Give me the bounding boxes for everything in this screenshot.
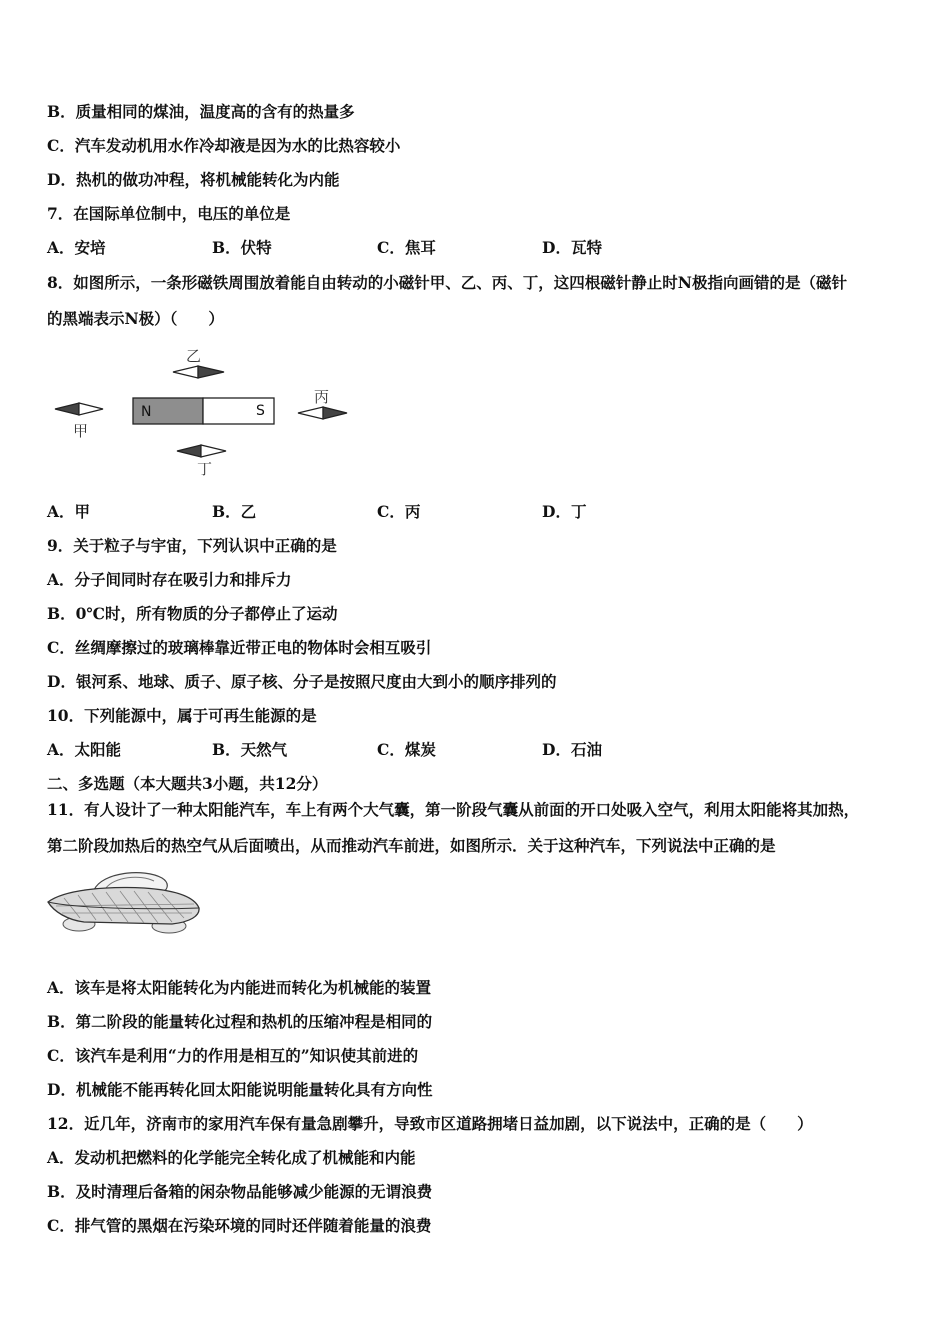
magnet-s-label: S	[256, 403, 265, 419]
q8-option-c: C．丙	[377, 502, 421, 521]
q7-option-a: A．安培	[47, 238, 106, 257]
needle-ding	[177, 445, 226, 457]
q6-option-b: B．质量相同的煤油，温度高的含有的热量多	[47, 102, 355, 121]
q10-stem: 10．下列能源中，属于可再生能源的是	[47, 706, 317, 725]
q11-option-b: B．第二阶段的能量转化过程和热机的压缩冲程是相同的	[47, 1012, 433, 1031]
q8-stem-line2: 的黑端表示N极）（ ）	[47, 309, 224, 328]
q11-stem-line2: 第二阶段加热后的热空气从后面喷出，从而推动汽车前进，如图所示．关于这种汽车，下列说法中正确的是	[47, 836, 776, 855]
label-jia: 甲	[73, 422, 89, 440]
q11-option-a: A．该车是将太阳能转化为内能进而转化为机械能的装置	[47, 978, 432, 997]
needle-bing	[298, 407, 347, 419]
q10-option-c: C．煤炭	[377, 740, 436, 759]
q11-option-d: D．机械能不能再转化回太阳能说明能量转化具有方向性	[47, 1080, 433, 1099]
magnet-n-label: N	[141, 404, 152, 420]
q10-option-a: A．太阳能	[47, 740, 122, 759]
label-ding: 丁	[197, 460, 213, 478]
q8-option-b: B．乙	[212, 502, 257, 521]
magnet-figure	[40, 340, 370, 480]
q12-option-c: C．排气管的黑烟在污染环境的同时还伴随着能量的浪费	[47, 1216, 432, 1235]
needle-jia	[55, 403, 103, 415]
q12-option-a: A．发动机把燃料的化学能完全转化成了机械能和内能	[47, 1148, 416, 1167]
q10-options	[47, 740, 927, 760]
label-yi: 乙	[186, 347, 202, 365]
q11-option-c: C．该汽车是利用“力的作用是相互的”知识使其前进的	[47, 1046, 419, 1065]
q7-stem: 7．在国际单位制中，电压的单位是	[47, 204, 291, 223]
q12-stem: 12．近几年，济南市的家用汽车保有量急剧攀升，导致市区道路拥堵日益加剧，以下说法中，正确的是（ ）	[47, 1114, 813, 1133]
q8-option-d: D．丁	[542, 502, 587, 521]
q9-option-b: B．0℃时，所有物质的分子都停止了运动	[47, 604, 338, 623]
q9-stem: 9．关于粒子与宇宙，下列认识中正确的是	[47, 536, 337, 555]
q8-stem-line1: 8．如图所示，一条形磁铁周围放着能自由转动的小磁针甲、乙、丙、丁，这四根磁针静止时N极指向画错的是（磁针	[47, 273, 847, 292]
q9-option-d: D．银河系、地球、质子、原子核、分子是按照尺度由大到小的顺序排列的	[47, 672, 557, 691]
solar-car-illustration	[44, 868, 209, 946]
q8-option-a: A．甲	[47, 502, 91, 521]
q7-options	[47, 238, 927, 258]
bar-magnet	[133, 398, 274, 424]
q6-option-d: D．热机的做功冲程，将机械能转化为内能	[47, 170, 340, 189]
q8-options	[47, 502, 927, 522]
q11-stem-line1: 11．有人设计了一种太阳能汽车，车上有两个大气囊，第一阶段气囊从前面的开口处吸入空气，利用太阳能将其加热，	[47, 800, 860, 819]
q10-option-d: D．石油	[542, 740, 602, 759]
q7-option-d: D．瓦特	[542, 238, 602, 257]
q12-option-b: B．及时清理后备箱的闲杂物品能够减少能源的无谓浪费	[47, 1182, 433, 1201]
q10-option-b: B．天然气	[212, 740, 288, 759]
label-bing: 丙	[314, 388, 330, 406]
q9-option-a: A．分子间同时存在吸引力和排斥力	[47, 570, 292, 589]
q7-option-c: C．焦耳	[377, 238, 436, 257]
q9-option-c: C．丝绸摩擦过的玻璃棒靠近带正电的物体时会相互吸引	[47, 638, 432, 657]
section2-heading: 二、多选题（本大题共3小题，共12分）	[47, 774, 328, 793]
q6-option-c: C．汽车发动机用水作冷却液是因为水的比热容较小	[47, 136, 401, 155]
needle-yi	[173, 366, 224, 378]
q7-option-b: B．伏特	[212, 238, 272, 257]
